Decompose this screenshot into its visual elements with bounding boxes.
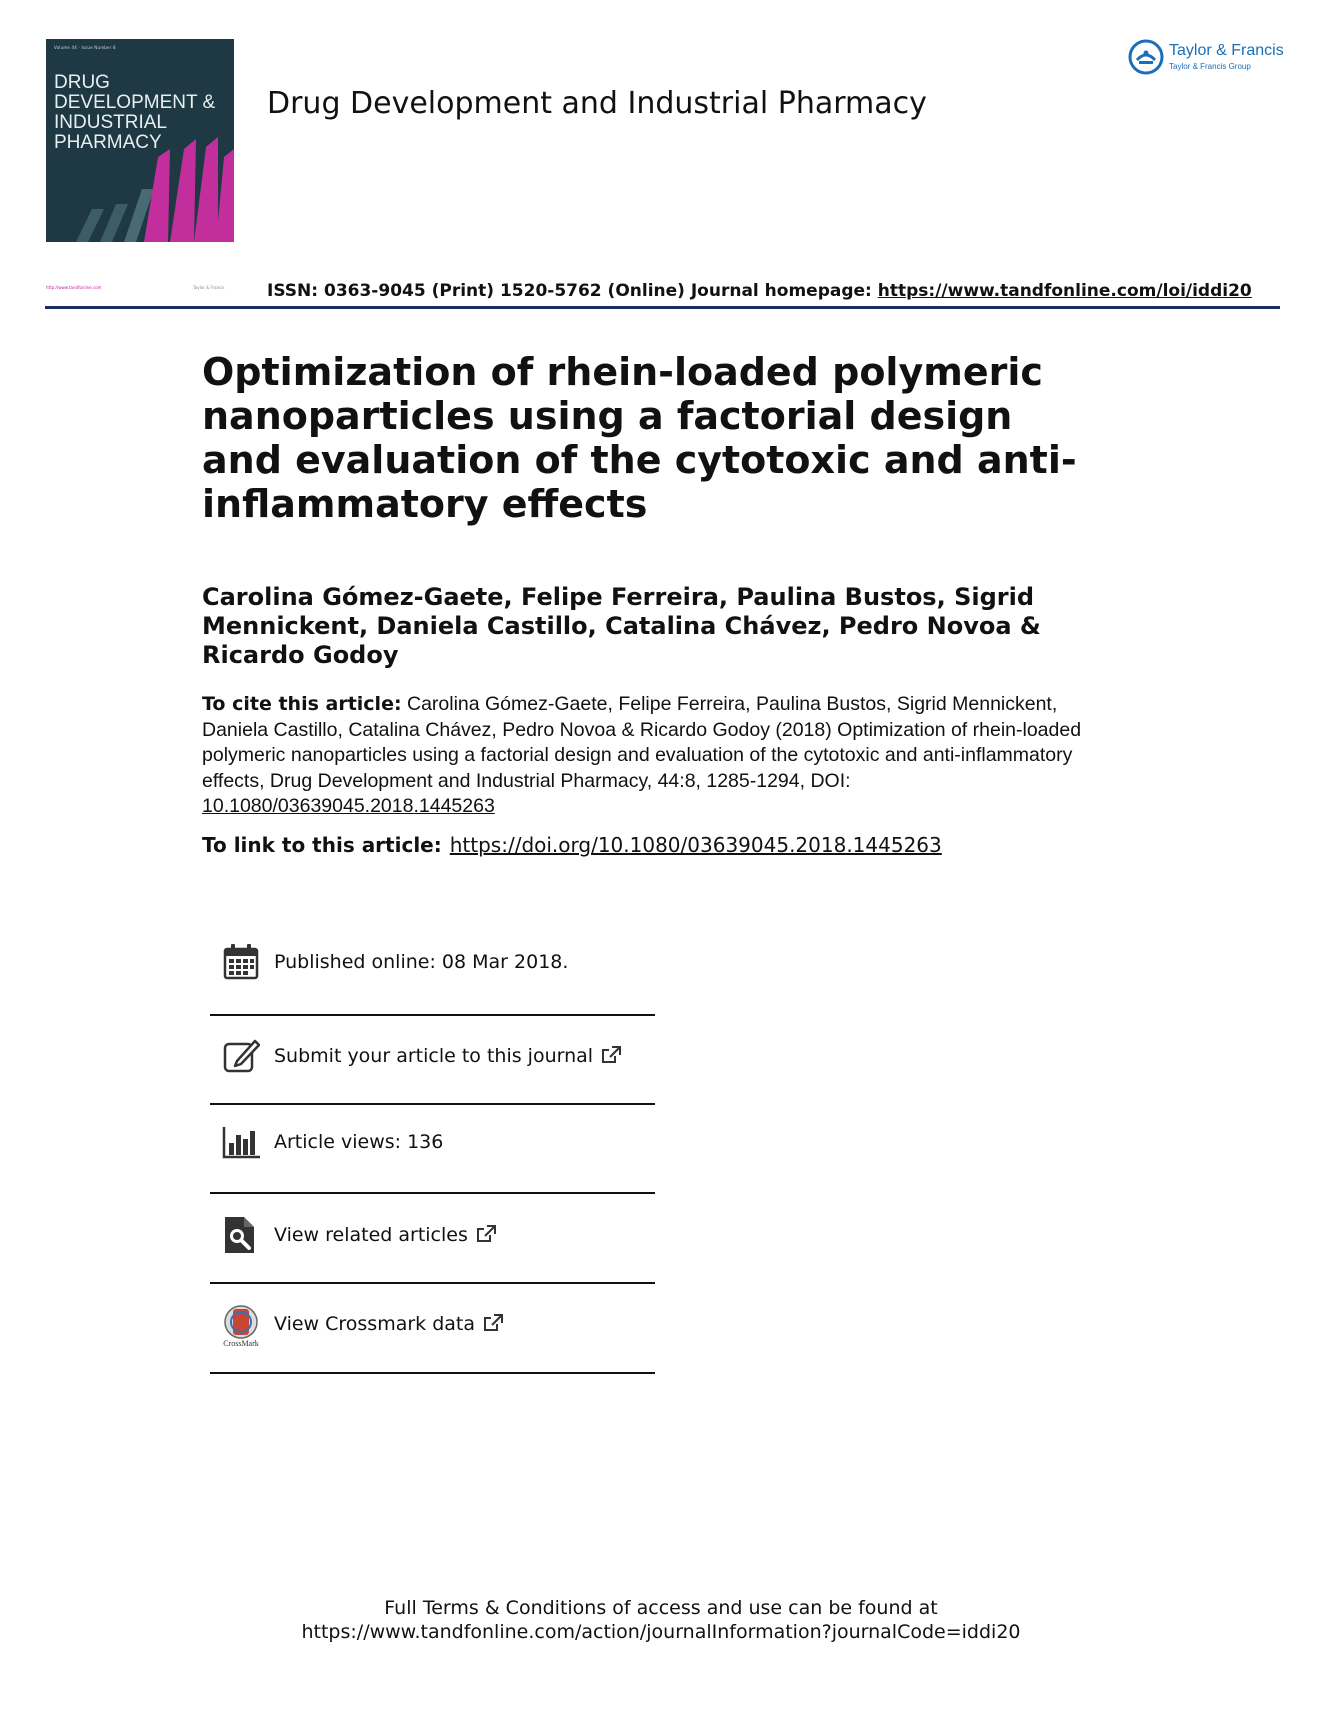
info-divider: [210, 1103, 655, 1105]
related-articles-link[interactable]: [274, 1224, 496, 1246]
crossmark-row[interactable]: [210, 1297, 655, 1357]
tiny-publisher-label: Taylor & Francis: [193, 285, 225, 290]
article-link-line: [202, 833, 942, 857]
related-articles-label: View related articles: [274, 1224, 468, 1246]
edit-icon: [222, 1037, 260, 1075]
journal-name: Drug Development and Industrial Pharmacy: [267, 86, 927, 121]
submit-article-label: Submit your article to this journal: [274, 1045, 594, 1067]
calendar-icon: [222, 943, 260, 981]
info-divider: [210, 1372, 655, 1374]
published-row: [210, 935, 655, 995]
publisher-logo[interactable]: [1127, 38, 1287, 78]
external-link-icon: [601, 1046, 621, 1064]
info-divider: [210, 1282, 655, 1284]
citation-block: [202, 692, 1112, 820]
citation-doi-link[interactable]: 10.1080/03639045.2018.1445263: [202, 795, 495, 817]
header-divider: [45, 306, 1280, 309]
citation-text: Carolina Gómez-Gaete, Felipe Ferreira, Paulina Bustos, Sigrid Mennickent, Daniela Castillo, Catalina Chávez, Pedro Novoa & Ricardo Godoy (2018) Optimization of rhein-loaded polymeric nanoparticles using a factorial design and evaluation of the cytotoxic and anti-inflammatory effects, Drug Development and Industrial Pharmacy, 44:8, 1285-1294, DOI:: [202, 693, 1082, 792]
external-link-icon: [483, 1314, 503, 1332]
footer: [0, 1596, 1322, 1644]
crossmark-link[interactable]: [274, 1313, 503, 1335]
issn-line: [267, 281, 1252, 301]
publisher-group: Taylor & Francis Group: [1169, 62, 1251, 71]
journal-homepage-link[interactable]: https://www.tandfonline.com/loi/iddi20: [877, 281, 1252, 301]
footer-terms-link[interactable]: https://www.tandfonline.com/action/journalInformation?journalCode=iddi20: [301, 1621, 1021, 1643]
journal-cover: [46, 39, 234, 242]
crossmark-label: View Crossmark data: [274, 1313, 476, 1335]
views-row: [210, 1115, 655, 1175]
info-divider: [210, 1192, 655, 1194]
external-link-icon: [476, 1225, 496, 1243]
cover-title: DRUG DEVELOPMENT & INDUSTRIAL PHARMACY: [54, 72, 216, 153]
article-link-label: To link to this article:: [202, 833, 442, 857]
tiny-url-label: http://www.tandfonline.com: [46, 285, 102, 290]
crossmark-icon: [222, 1305, 260, 1347]
article-authors: Carolina Gómez-Gaete, Felipe Ferreira, Paulina Bustos, Sigrid Mennickent, Daniela Castillo, Catalina Chávez, Pedro Novoa & Ricardo Godoy: [202, 583, 1041, 669]
article-doi-link[interactable]: https://doi.org/10.1080/03639045.2018.1445263: [449, 833, 942, 857]
document-search-icon: [222, 1216, 260, 1254]
submit-article-link[interactable]: [274, 1045, 621, 1067]
cover-issue-text: Volume 44 · Issue Number 8: [54, 45, 116, 50]
related-row[interactable]: [210, 1208, 655, 1268]
taylor-francis-logo-icon: [1127, 38, 1165, 76]
article-title: Optimization of rhein-loaded polymeric nanoparticles using a factorial design and evaluation of the cytotoxic and anti-inflammatory effects: [202, 350, 1077, 526]
citation-label: To cite this article:: [202, 693, 402, 715]
issn-text: ISSN: 0363-9045 (Print) 1520-5762 (Online) Journal homepage:: [267, 281, 878, 301]
article-info-list: [210, 935, 655, 1380]
info-divider: [210, 1014, 655, 1016]
crossmark-icon-label: CrossMark: [223, 1339, 259, 1347]
article-views: Article views: 136: [274, 1131, 444, 1153]
footer-terms-text: Full Terms & Conditions of access and use can be found at: [384, 1597, 938, 1619]
published-date: Published online: 08 Mar 2018.: [274, 951, 569, 973]
submit-row[interactable]: [210, 1029, 655, 1089]
bar-chart-icon: [222, 1123, 260, 1161]
publisher-name: Taylor & Francis: [1169, 42, 1284, 59]
